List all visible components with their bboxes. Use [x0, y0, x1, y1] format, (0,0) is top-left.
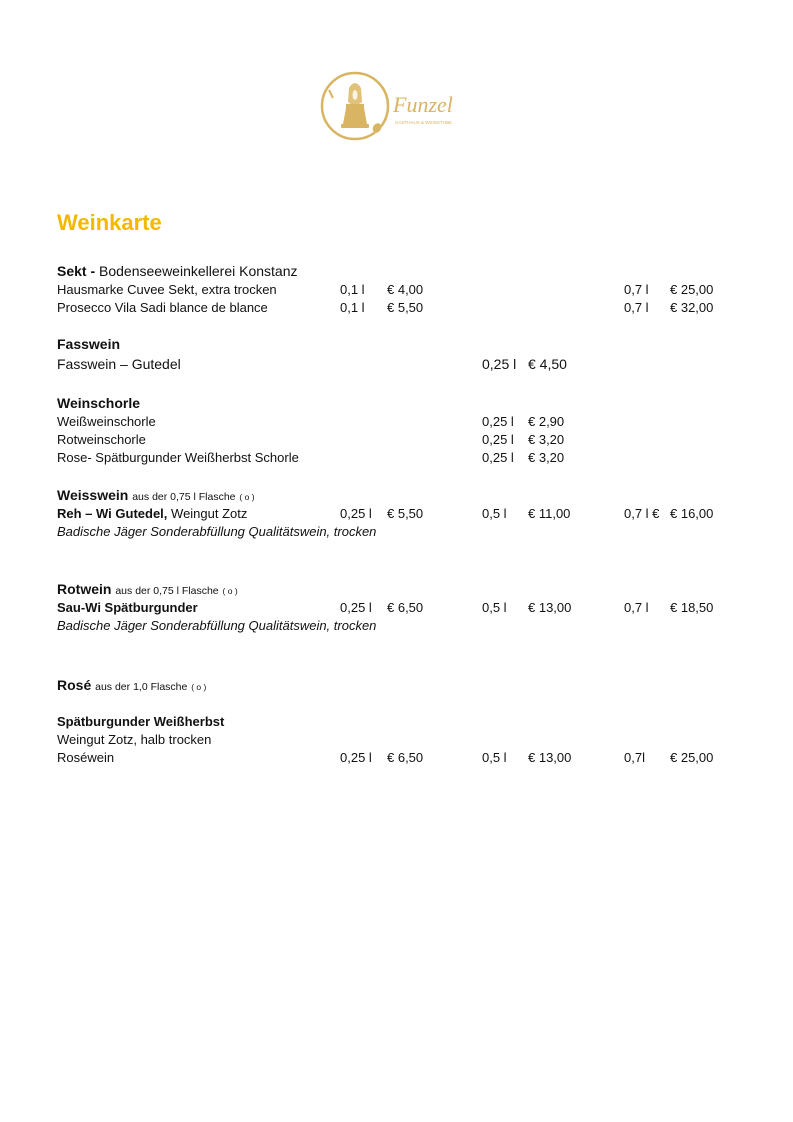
menu-item-row [0, 505, 793, 523]
item-producer: Weingut Zotz [171, 506, 248, 521]
menu-item-row [0, 281, 793, 299]
item-price: € 13,00 [528, 600, 572, 615]
item-price: € 3,20 [528, 432, 565, 447]
item-name: Reh – Wi Gutedel, [57, 506, 168, 521]
item-volume: 0,25 l [482, 450, 514, 465]
item-volume: 0,25 l [340, 506, 372, 521]
weisswein-note-mark: ( o ) [239, 492, 255, 502]
item-volume: 0,25 l [482, 356, 517, 372]
item-volume: 0,5 l [482, 506, 507, 521]
item-volume: 0,1 l [340, 300, 365, 315]
menu-item-row [0, 355, 793, 373]
item-volume: 0,7 l [624, 282, 649, 297]
section-header-weinschorle [0, 394, 793, 412]
section-header-rose [0, 676, 793, 694]
item-description-text: Badische Jäger Sonderabfüllung Qualitätswein, trocken [57, 618, 377, 633]
item-price: € 6,50 [387, 600, 424, 615]
item-volume: 0,25 l [482, 414, 514, 429]
item-price: € 18,50 [670, 600, 714, 615]
item-name: Sau-Wi Spätburgunder [57, 600, 198, 615]
item-price: € 4,00 [387, 282, 424, 297]
weisswein-note: aus der 0,75 l Flasche [132, 491, 236, 503]
rose-note: aus der 1,0 Flasche [95, 681, 188, 693]
item-price: € 25,00 [670, 750, 714, 765]
item-volume: 0,7 l € [624, 506, 660, 521]
item-volume: 0,25 l [482, 432, 514, 447]
item-name: Spätburgunder Weißherbst [57, 714, 225, 729]
section-header-weisswein [0, 486, 793, 504]
item-price: € 4,50 [528, 356, 567, 372]
weisswein-heading: Weisswein [57, 487, 129, 503]
item-name: Roséwein [57, 750, 115, 765]
menu-item-row [0, 713, 793, 731]
weinschorle-heading: Weinschorle [57, 395, 140, 411]
rotwein-heading: Rotwein [57, 581, 112, 597]
item-price: € 2,90 [528, 414, 565, 429]
menu-item-row [0, 749, 793, 767]
menu-item-row [0, 431, 793, 449]
item-volume: 0,7 l [624, 300, 649, 315]
item-volume: 0,25 l [340, 600, 372, 615]
item-description-text: Badische Jäger Sonderabfüllung Qualitätswein, trocken [57, 524, 377, 539]
item-price: € 11,00 [528, 506, 571, 521]
item-volume: 0,7l [624, 750, 645, 765]
lantern-logo-icon [315, 68, 485, 144]
section-header-fasswein [0, 335, 793, 353]
item-price: € 13,00 [528, 750, 572, 765]
item-volume: 0,5 l [482, 750, 507, 765]
item-producer: Weingut Zotz, halb trocken [57, 732, 212, 747]
rose-heading: Rosé [57, 677, 92, 693]
brand-tagline: GASTHAUS & WEINSTUBE [395, 120, 453, 125]
menu-item-row [0, 599, 793, 617]
item-name: Prosecco Vila Sadi blance de blance [57, 300, 268, 315]
item-price: € 5,50 [387, 506, 424, 521]
item-volume: 0,1 l [340, 282, 365, 297]
item-price: € 5,50 [387, 300, 424, 315]
item-volume: 0,5 l [482, 600, 507, 615]
funzel-logo [315, 68, 485, 144]
item-volume: 0,7 l [624, 600, 649, 615]
item-description [0, 617, 793, 635]
page-title: Weinkarte [57, 210, 162, 235]
item-name: Rotweinschorle [57, 432, 146, 447]
item-price: € 6,50 [387, 750, 424, 765]
section-header-sekt [0, 262, 793, 280]
sekt-producer: Bodenseeweinkellerei Konstanz [99, 263, 298, 279]
item-price: € 25,00 [670, 282, 714, 297]
brand-name: Funzel [393, 92, 453, 117]
menu-item-row [0, 731, 793, 749]
item-name: Hausmarke Cuvee Sekt, extra trocken [57, 282, 277, 297]
item-name: Fasswein – Gutedel [57, 356, 181, 372]
menu-item-row [0, 449, 793, 467]
rotwein-note: aus der 0,75 l Flasche [115, 585, 219, 597]
section-header-rotwein [0, 580, 793, 598]
item-name: Weißweinschorle [57, 414, 156, 429]
rotwein-note-mark: ( o ) [222, 586, 238, 596]
menu-item-row [0, 413, 793, 431]
rose-note-mark: ( o ) [191, 682, 207, 692]
item-name: Rose- Spätburgunder Weißherbst Schorle [57, 450, 299, 465]
sekt-heading: Sekt - [57, 263, 96, 279]
item-price: € 16,00 [670, 506, 714, 521]
fasswein-heading: Fasswein [57, 336, 121, 352]
item-price: € 32,00 [670, 300, 714, 315]
item-volume: 0,25 l [340, 750, 372, 765]
menu-item-row [0, 299, 793, 317]
item-description [0, 523, 793, 541]
item-price: € 3,20 [528, 450, 565, 465]
